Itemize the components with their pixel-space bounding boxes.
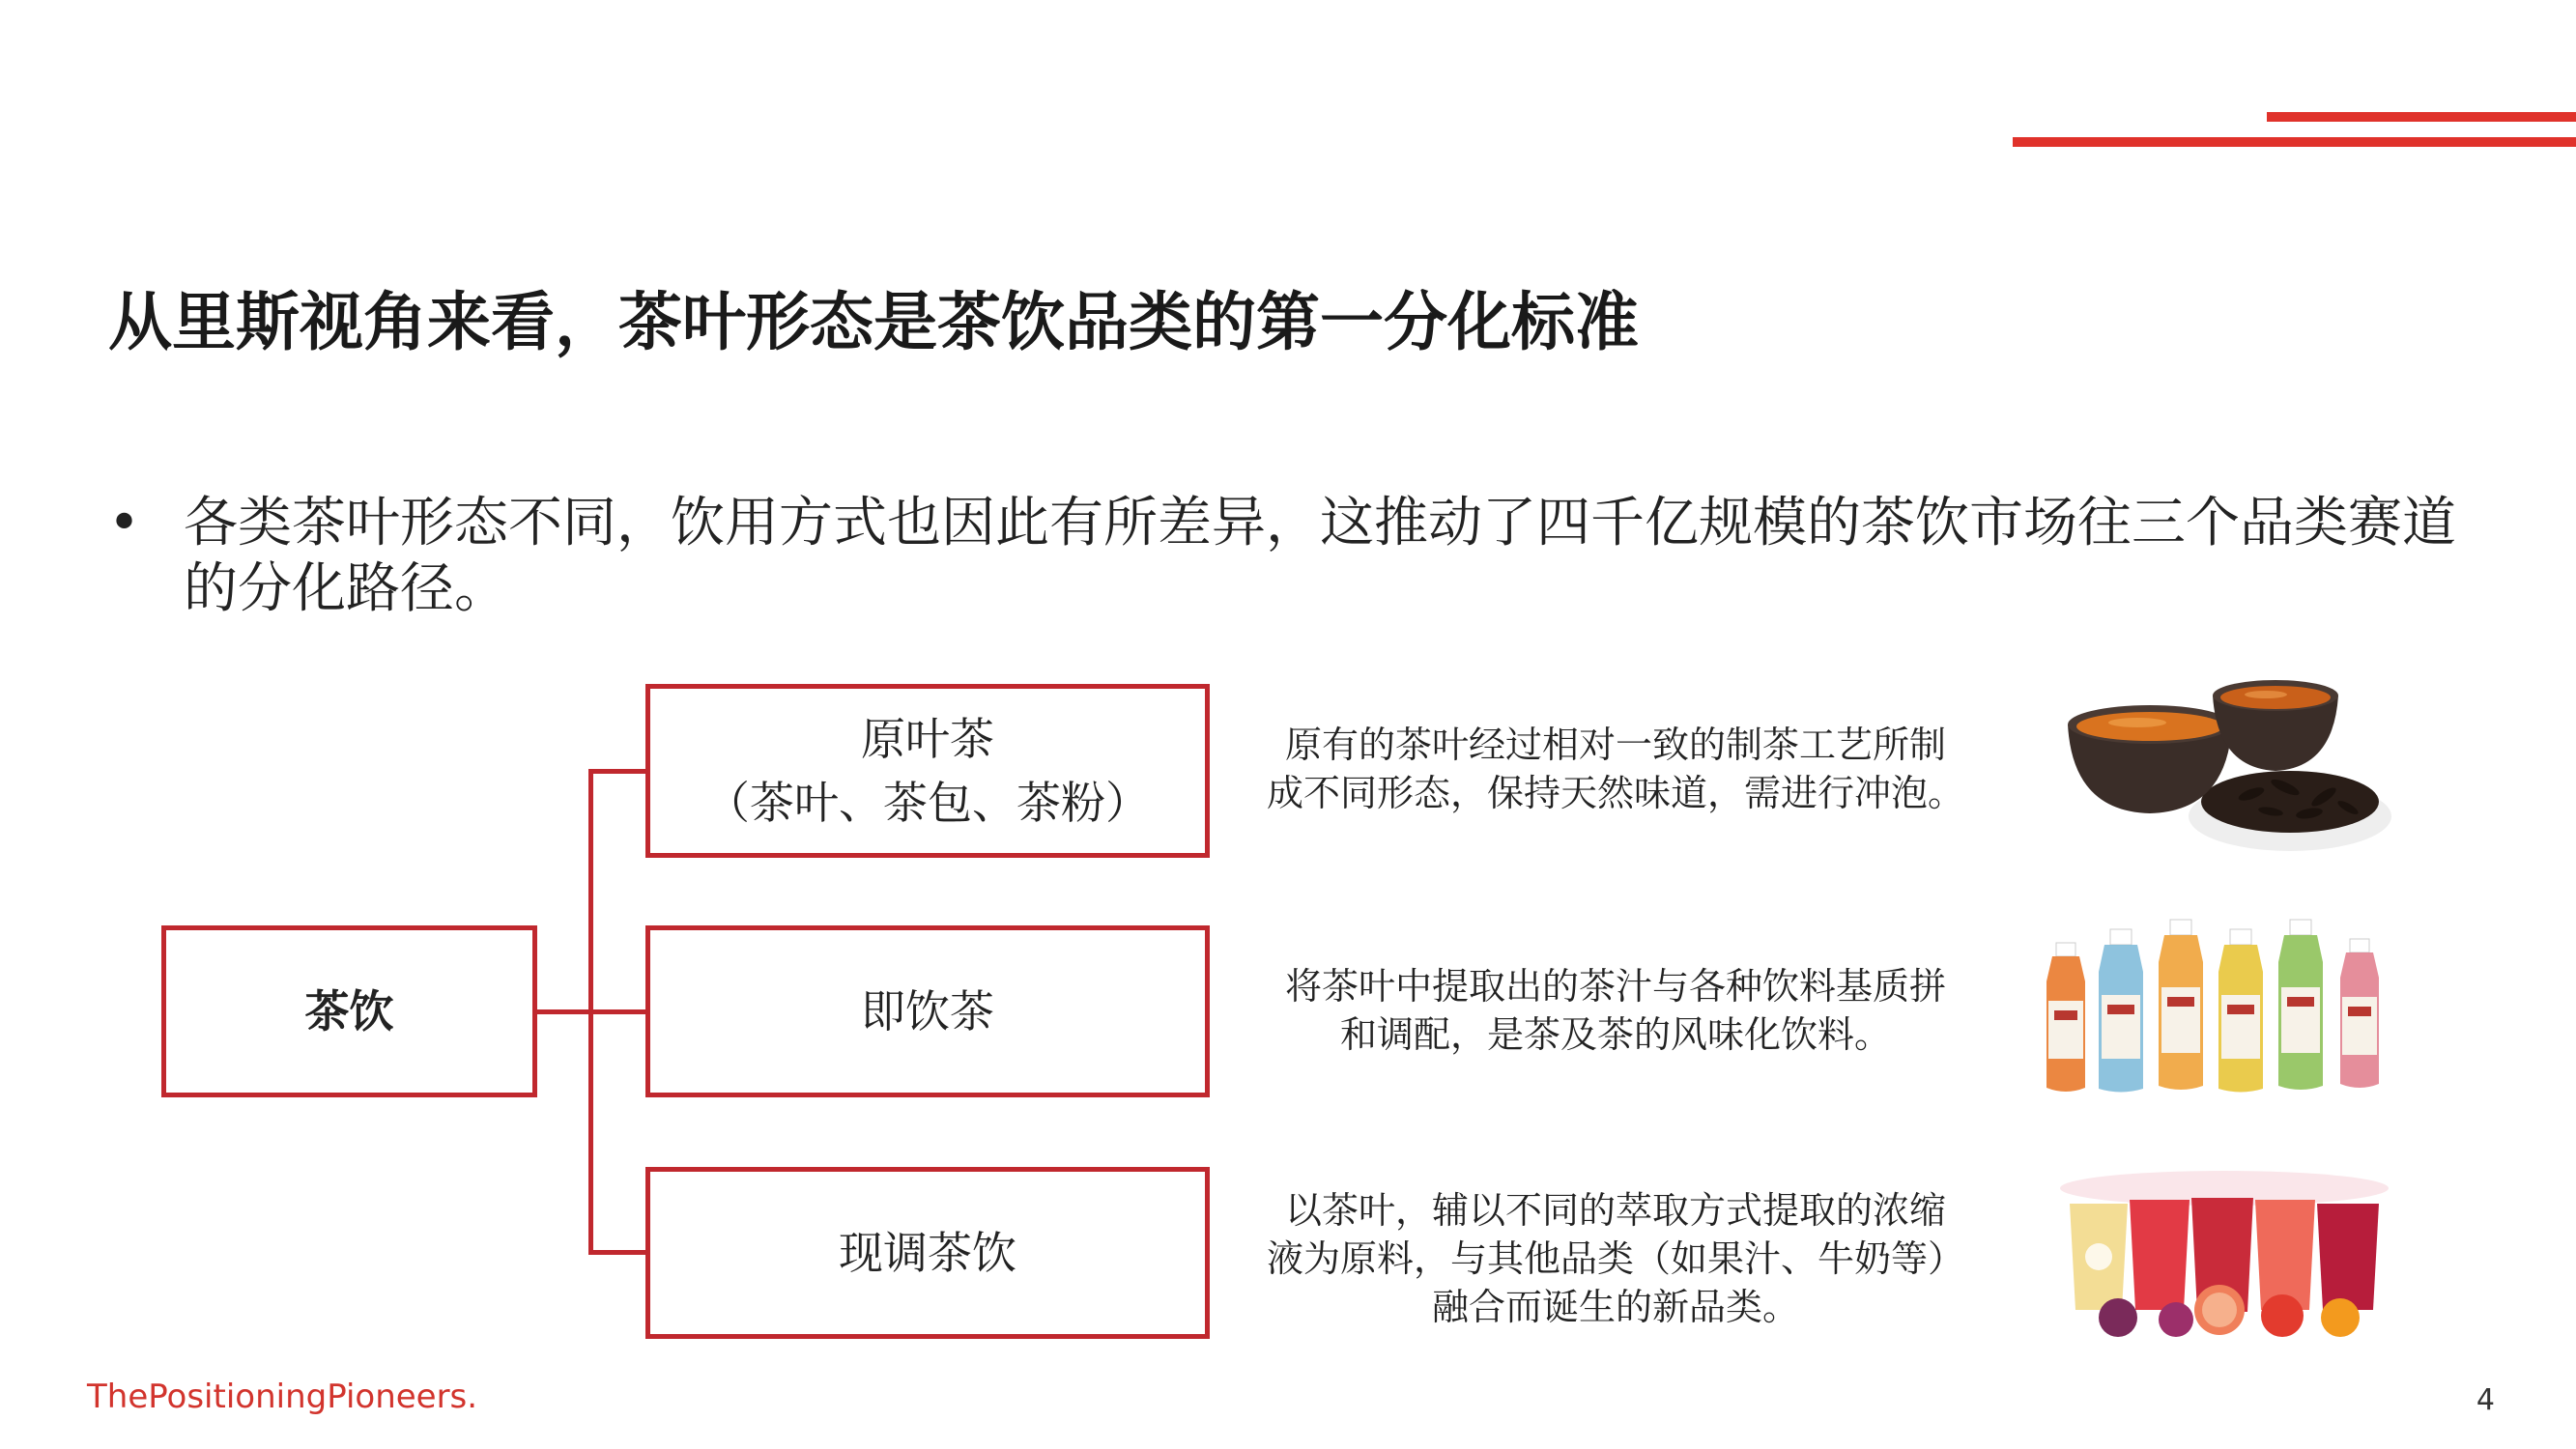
footer-brand: ThePositioningPioneers. [87, 1378, 478, 1416]
bullet-symbol: • [108, 492, 141, 554]
bullet-text: 各类茶叶形态不同，饮用方式也因此有所差异，这推动了四千亿规模的茶饮市场往三个品类赛道的分化路径。 [184, 492, 2456, 620]
category-subtitle: （茶叶、茶包、茶粉） [705, 777, 1150, 829]
category-description-loose-leaf-tea [1239, 721, 1992, 817]
decorative-red-line-long [2013, 137, 2576, 147]
connector-root-horizontal [537, 1009, 593, 1014]
category-description-ready-to-drink-tea [1239, 962, 1992, 1059]
description-line: 原有的茶叶经过相对一致的制茶工艺所制 [1284, 724, 1946, 766]
connector-branch-3 [588, 1250, 648, 1255]
diagram-root-label: 茶饮 [304, 985, 394, 1037]
category-box-freshly-made-tea [645, 1167, 1210, 1339]
description-line: 将茶叶中提取出的茶汁与各种饮料基质拼 [1284, 965, 1946, 1008]
description-line: 以茶叶，辅以不同的萃取方式提取的浓缩 [1284, 1189, 1946, 1232]
decorative-red-line-short [2267, 112, 2576, 122]
page-number: 4 [2476, 1383, 2495, 1417]
category-title: 现调茶饮 [839, 1227, 1016, 1279]
category-title: 原叶茶 [861, 713, 994, 765]
fruit-tea-cups-image [2050, 1165, 2398, 1339]
bottled-tea-drinks-image [2039, 916, 2406, 1099]
diagram-root-box [161, 925, 537, 1097]
category-box-ready-to-drink-tea [645, 925, 1210, 1097]
category-title: 即饮茶 [861, 985, 994, 1037]
description-line: 液为原料，与其他品类（如果汁、牛奶等） [1266, 1237, 1964, 1280]
category-description-freshly-made-tea [1239, 1186, 1992, 1331]
category-box-loose-leaf-tea [645, 684, 1210, 858]
description-line: 融合而诞生的新品类。 [1431, 1286, 1799, 1328]
connector-branch-2 [588, 1009, 648, 1014]
description-line: 成不同形态，保持天然味道，需进行冲泡。 [1266, 772, 1964, 814]
description-line: 和调配，是茶及茶的风味化饮料。 [1339, 1013, 1891, 1056]
loose-leaf-tea-image [2048, 667, 2396, 860]
connector-branch-1 [588, 769, 648, 774]
slide-title: 从里斯视角来看，茶叶形态是茶饮品类的第一分化标准 [108, 285, 1639, 359]
